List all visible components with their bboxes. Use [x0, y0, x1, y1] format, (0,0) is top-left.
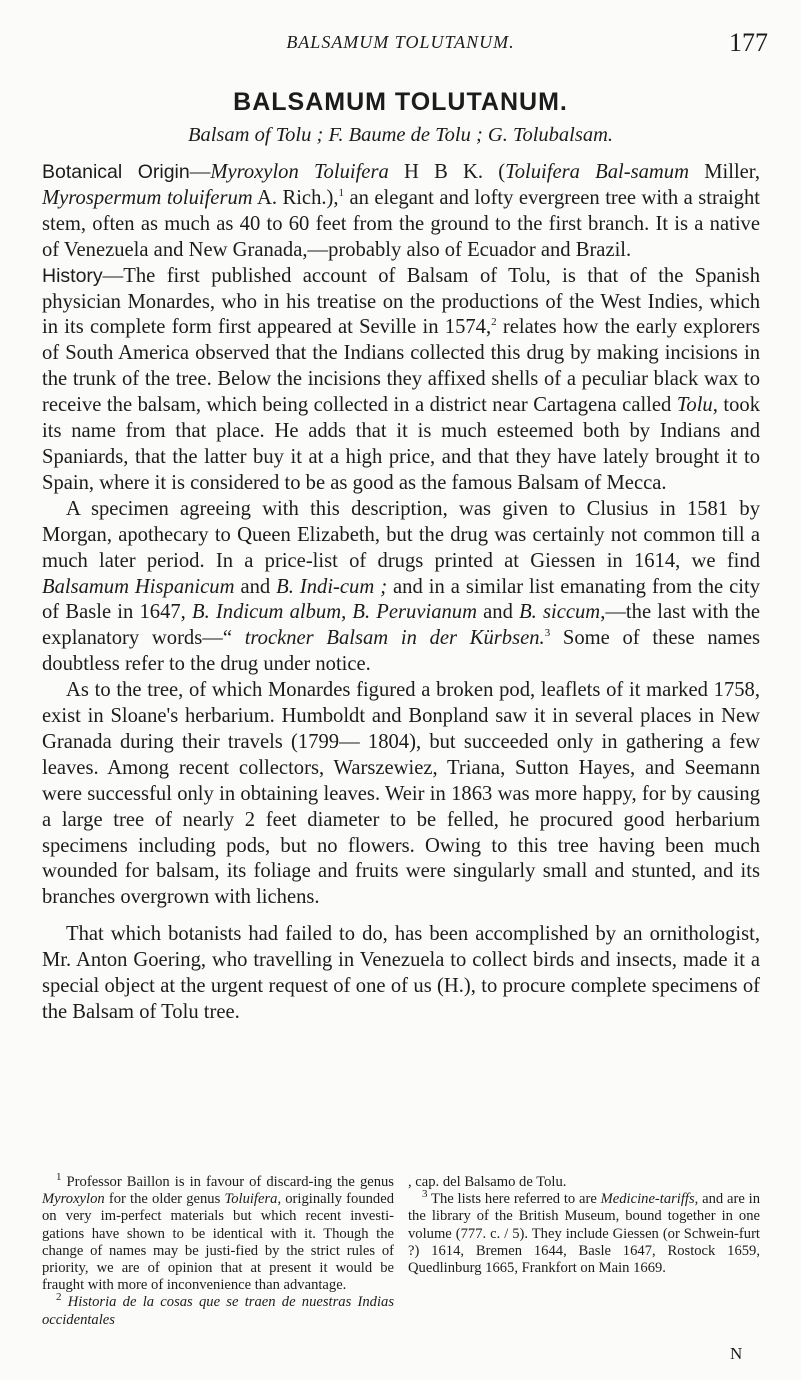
signature-mark: N [730, 1344, 743, 1363]
footnote-ref-2: 2 [491, 316, 497, 329]
footnote-column-right [408, 1174, 760, 1329]
footnote-3: $^3$ The lists here referred to are Medicine-tariffs, and are in the library of the British Museum, bound together in one volume (777. c. / 5). They include Giessen (or Schwein-furt ?) 1614, Bremen 1644, Basle 1647, Rostock 1659, Quedlinburg 1665, Frankfort on Main 1669. [408, 1188, 760, 1277]
history-paragraph-3: As to the tree, of which Monardes figured a broken pod, leaflets of it marked 1758, exist in Sloane's herbarium. Humboldt and Bonpland saw it in several places in New Granada during their travels (1799— 1804), but succeeded only in gathering a few leaves. Among recent collectors, Warszewiez, Triana, Sutton Hayes, and Seemann were successful only in obtaining leaves. Weir in 1863 was more happy, for by causing a large tree of nearly 2 feet diameter to be felled, he procured good herbarium specimens including pods, but no flowers. Owing to this tree having been much wounded for balsam, its foliage and fruits were singularly small and stunted, and its branches overgrown with lichens. [42, 679, 760, 909]
species-name: Myroxylon Toluifera [210, 161, 389, 183]
footnote-2-start: $^2$ Historia de la cosas que se traen de nuestras Indias occidentales [42, 1291, 394, 1328]
press-mark: 777. c. / 5 [460, 1225, 520, 1242]
section-heading-botanical: Botanical Origin [42, 161, 190, 183]
footnotes [42, 1171, 760, 1329]
history-paragraph-2: A specimen agreeing with this description, was given to Clusius in 1581 by Morgan, apothecary to Queen Elizabeth, but the drug was certainly not common till a much later period. In a price-list of drugs printed at Giessen in 1614, we find Balsamum Hispanicum and B. Indi-cum ; and in a similar list emanating from the city of Basle in 1647, B. Indicum album, B. Peruvianum and B. siccum,—the last with the explanatory words—“ trockner Balsam in der Kürbsen.$^3$ Some of these names doubtless refer to the drug under notice. [42, 497, 761, 676]
footnote-ref-3: 3 [544, 627, 551, 640]
history-paragraph-4: That which botanists had failed to do, has been accomplished by an ornithologist, Mr. Anton Goering, who travelling in Venezuela to collect birds and insects, made it a special object at the urgent request of one of us (H.), to procure complete specimens of the Balsam of Tolu tree. [42, 923, 760, 1023]
botanical-origin-paragraph: Botanical Origin—Myroxylon Toluifera H B K. (Toluifera Bal-samum Miller, Myrospermum toluiferum A. Rich.),$^1$ an elegant and lofty evergreen tree with a straight stem, often as much as 40 to 60 feet from the ground to the first branch. It is a native of Venezuela and New Granada,—probably also of Ecuador and Brazil. [42, 161, 761, 261]
article-title: BALSAMUM TOLUTANUM. [233, 88, 568, 116]
footnote-ref-1: 1 [338, 187, 345, 200]
footnote-2-end: , cap. del Balsamo de Tolu. [408, 1174, 567, 1190]
synonyms-line: Balsam of Tolu ; F. Baume de Tolu ; G. Tolubalsam. [187, 124, 614, 146]
page-number: 177 [729, 28, 768, 57]
footnote-1: $^1$ Professor Baillon is in favour of discard-ing the genus Myroxylon for the older genus Toluifera, originally founded on very im-perfect materials but which recent investi-gations have shown to be identical with it. Though the change of names may be justi-fied by the strict rules of priority, we are of opinion that at present it would be fraught with more of inconvenience than advantage. [42, 1171, 395, 1294]
footnote-column-left [42, 1171, 395, 1329]
running-title: BALSAMUM TOLUTANUM. [286, 32, 515, 52]
body-text [42, 160, 760, 1026]
history-paragraph-1: History—The first published account of Balsam of Tolu, is that of the Spanish physician Monardes, who in his treatise on the productions of the West Indies, which in its complete form first appeared at Seville in 1574,$^2$ relates how the early explorers of South America observed that the Indians collected this drug by making incisions in the trunk of the tree. Below the incisions they affixed shells of a peculiar black wax to receive the balsam, which being collected in a district near Cartagena called Tolu, took its name from that place. He adds that it is much esteemed both by Indians and Spaniards, that the latter buy it at a high price, and that they have lately brought it to Spain, where it is considered to be as good as the famous Balsam of Mecca. [42, 264, 761, 494]
running-head [0, 28, 801, 58]
section-heading-history: History [42, 264, 103, 287]
